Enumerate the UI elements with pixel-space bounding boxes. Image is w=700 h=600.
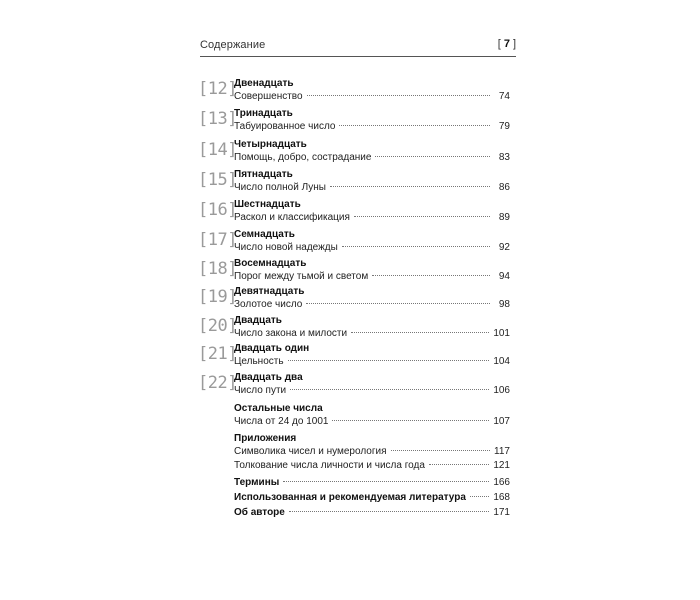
toc-entry bbox=[234, 91, 510, 105]
entry-title: Число новой надежды bbox=[234, 242, 338, 253]
entry-title: Число полной Луны bbox=[234, 182, 326, 193]
entry-page: 101 bbox=[493, 328, 510, 339]
chapter-number: [19] bbox=[198, 287, 237, 307]
toc-entry bbox=[234, 328, 510, 342]
entry-page: 92 bbox=[498, 242, 510, 253]
entry-page: 94 bbox=[498, 271, 510, 282]
entry-title: Раскол и классификация bbox=[234, 212, 350, 223]
toc-chapter-14[interactable] bbox=[198, 139, 510, 167]
dot-leader bbox=[354, 215, 490, 217]
toc-entry bbox=[234, 299, 510, 313]
toc-chapter-17[interactable] bbox=[198, 229, 510, 257]
entry-page: 106 bbox=[493, 385, 510, 396]
dot-leader bbox=[332, 419, 489, 421]
entry-page: 121 bbox=[493, 460, 510, 471]
chapter-number: [16] bbox=[198, 200, 237, 220]
toc-entry bbox=[234, 271, 510, 285]
chapter-heading: Четырнадцать bbox=[234, 139, 307, 150]
section-heading: Остальные числа bbox=[234, 403, 323, 414]
toc-terms[interactable] bbox=[234, 477, 510, 491]
dot-leader bbox=[372, 274, 490, 276]
toc-chapter-18[interactable] bbox=[198, 258, 510, 286]
section-heading: Приложения bbox=[234, 433, 297, 444]
entry-page: 74 bbox=[498, 91, 510, 102]
toc-entry bbox=[234, 477, 510, 491]
chapter-number: [14] bbox=[198, 140, 237, 160]
chapter-number: [13] bbox=[198, 109, 237, 129]
dot-leader bbox=[306, 302, 490, 304]
toc-entry bbox=[234, 446, 510, 460]
entry-title: Символика чисел и нумерология bbox=[234, 446, 387, 457]
entry-page: 171 bbox=[493, 507, 510, 518]
dot-leader bbox=[342, 245, 490, 247]
page-number-value: 7 bbox=[503, 38, 510, 50]
toc-other-numbers[interactable] bbox=[234, 403, 510, 430]
entry-title: Табуированное число bbox=[234, 121, 336, 132]
chapter-heading: Двадцать один bbox=[234, 343, 310, 354]
toc-chapter-16[interactable] bbox=[198, 199, 510, 227]
chapter-heading: Восемнадцать bbox=[234, 258, 307, 269]
entry-title: Золотое число bbox=[234, 299, 303, 310]
entry-title: Помощь, добро, сострадание bbox=[234, 152, 372, 163]
entry-title: Использованная и рекомендуемая литература bbox=[234, 492, 466, 503]
entry-title: Число закона и милости bbox=[234, 328, 348, 339]
toc-entry bbox=[234, 507, 510, 521]
chapter-heading: Девятнадцать bbox=[234, 286, 305, 297]
toc-entry bbox=[234, 152, 510, 166]
entry-page: 83 bbox=[498, 152, 510, 163]
chapter-number: [18] bbox=[198, 259, 237, 279]
chapter-heading: Шестнадцать bbox=[234, 199, 301, 210]
toc-about-author[interactable] bbox=[234, 507, 510, 521]
chapter-heading: Семнадцать bbox=[234, 229, 295, 240]
entry-title: Совершенство bbox=[234, 91, 303, 102]
dot-leader bbox=[470, 495, 489, 497]
entry-page: 168 bbox=[493, 492, 510, 503]
toc-entry bbox=[234, 182, 510, 196]
entry-page: 98 bbox=[498, 299, 510, 310]
toc-entry bbox=[234, 212, 510, 226]
entry-title: Порог между тьмой и светом bbox=[234, 271, 369, 282]
toc-entry bbox=[234, 242, 510, 256]
toc-chapter-20[interactable] bbox=[198, 315, 510, 343]
chapter-number: [12] bbox=[198, 79, 237, 99]
dot-leader bbox=[351, 331, 489, 333]
toc-appendices[interactable] bbox=[234, 433, 510, 474]
entry-page: 166 bbox=[493, 477, 510, 488]
chapter-number: [22] bbox=[198, 373, 237, 393]
chapter-heading: Двадцать два bbox=[234, 372, 303, 383]
toc-chapter-19[interactable] bbox=[198, 286, 510, 314]
entry-title: Цельность bbox=[234, 356, 284, 367]
chapter-number: [20] bbox=[198, 316, 237, 336]
dot-leader bbox=[288, 359, 490, 361]
entry-page: 107 bbox=[493, 416, 510, 427]
dot-leader bbox=[339, 124, 490, 126]
section-title: Содержание bbox=[200, 39, 266, 51]
dot-leader bbox=[307, 94, 490, 96]
dot-leader bbox=[330, 185, 490, 187]
entry-title: Толкование числа личности и числа года bbox=[234, 460, 425, 471]
entry-page: 89 bbox=[498, 212, 510, 223]
entry-title: Числа от 24 до 1001 bbox=[234, 416, 329, 427]
bracket-close: ] bbox=[512, 38, 516, 50]
toc-chapter-22[interactable] bbox=[198, 372, 510, 400]
chapter-number: [17] bbox=[198, 230, 237, 250]
toc-entry bbox=[234, 385, 510, 399]
dot-leader bbox=[429, 463, 489, 465]
toc-entry bbox=[234, 416, 510, 430]
dot-leader bbox=[391, 449, 491, 451]
toc-entry bbox=[234, 460, 510, 474]
toc-chapter-13[interactable] bbox=[198, 108, 510, 136]
entry-title: Термины bbox=[234, 477, 280, 488]
toc-bibliography[interactable] bbox=[234, 492, 510, 506]
dot-leader bbox=[290, 388, 489, 390]
toc-chapter-15[interactable] bbox=[198, 169, 510, 197]
chapter-heading: Двенадцать bbox=[234, 78, 294, 89]
chapter-heading: Пятнадцать bbox=[234, 169, 293, 180]
entry-page: 117 bbox=[494, 446, 510, 457]
chapter-heading: Тринадцать bbox=[234, 108, 293, 119]
toc-entry bbox=[234, 121, 510, 135]
entry-page: 86 bbox=[498, 182, 510, 193]
chapter-number: [15] bbox=[198, 170, 237, 190]
chapter-heading: Двадцать bbox=[234, 315, 282, 326]
dot-leader bbox=[289, 510, 489, 512]
dot-leader bbox=[375, 155, 490, 157]
entry-title: Об авторе bbox=[234, 507, 285, 518]
bracket-open: [ bbox=[497, 38, 501, 50]
dot-leader bbox=[283, 480, 489, 482]
entry-title: Число пути bbox=[234, 385, 287, 396]
chapter-number: [21] bbox=[198, 344, 237, 364]
toc-chapter-12[interactable] bbox=[198, 78, 510, 106]
entry-page: 104 bbox=[493, 356, 510, 367]
toc-entry bbox=[234, 356, 510, 370]
toc-chapter-21[interactable] bbox=[198, 343, 510, 371]
toc-entry bbox=[234, 492, 510, 506]
entry-page: 79 bbox=[498, 121, 510, 132]
